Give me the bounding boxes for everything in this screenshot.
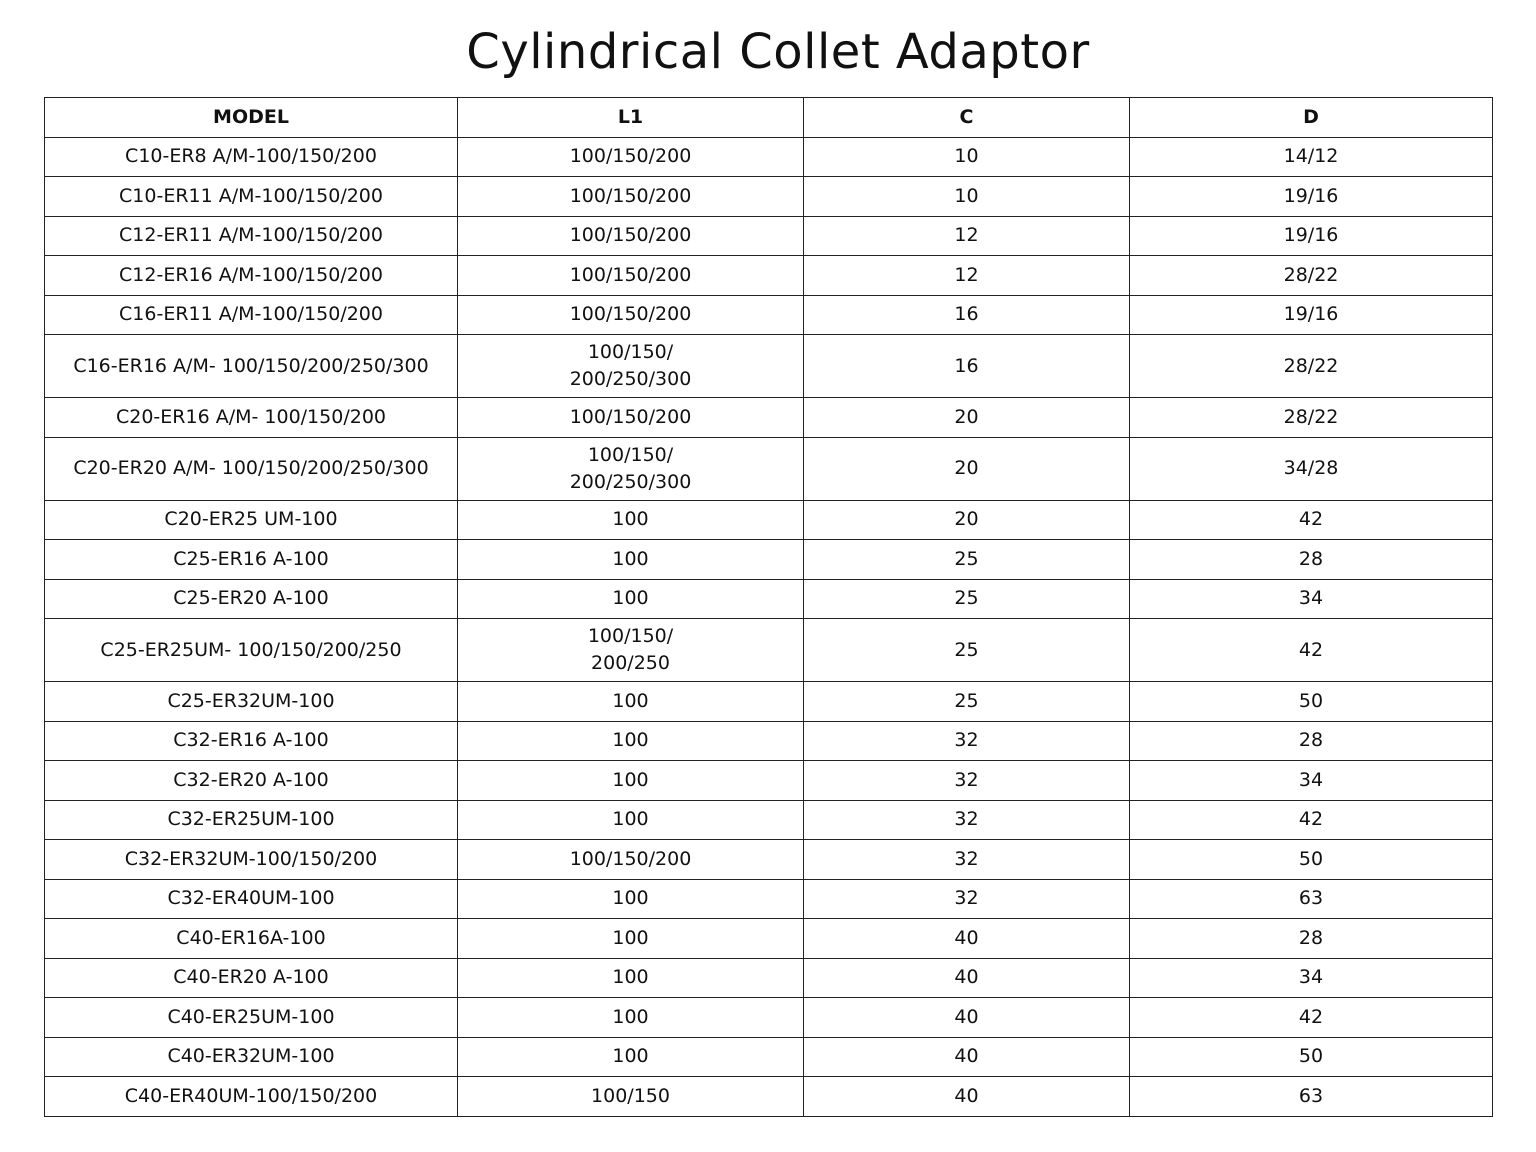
cell-d: 14/12	[1130, 137, 1493, 177]
column-header-c: C	[804, 98, 1130, 138]
cell-c: 20	[804, 500, 1130, 540]
table-body	[45, 137, 1493, 1116]
cell-model: C16-ER11 A/M-100/150/200	[45, 295, 458, 335]
table-row	[45, 682, 1493, 722]
cell-c: 32	[804, 800, 1130, 840]
cell-d: 28	[1130, 919, 1493, 959]
cell-l1: 100	[458, 761, 804, 801]
cell-l1: 100/150/200	[458, 398, 804, 438]
cell-c: 40	[804, 958, 1130, 998]
cell-c: 20	[804, 398, 1130, 438]
cell-l1: 100/150/200	[458, 177, 804, 217]
cell-c: 32	[804, 721, 1130, 761]
column-header-model: MODEL	[45, 98, 458, 138]
cell-l1: 100	[458, 682, 804, 722]
cell-c: 25	[804, 682, 1130, 722]
cell-c: 40	[804, 998, 1130, 1038]
table-row	[45, 919, 1493, 959]
table-row	[45, 216, 1493, 256]
cell-l1: 100/150/200	[458, 137, 804, 177]
cell-l1: 100	[458, 721, 804, 761]
table-header	[45, 98, 1493, 138]
table-row	[45, 295, 1493, 335]
table-row	[45, 761, 1493, 801]
column-header-d: D	[1130, 98, 1493, 138]
cell-d: 50	[1130, 682, 1493, 722]
cell-l1: 100	[458, 879, 804, 919]
table-row	[45, 335, 1493, 398]
cell-d: 28/22	[1130, 335, 1493, 398]
cell-l1: 100	[458, 1037, 804, 1077]
table-row	[45, 998, 1493, 1038]
table-row	[45, 879, 1493, 919]
table-row	[45, 398, 1493, 438]
cell-l1: 100	[458, 579, 804, 619]
cell-d: 42	[1130, 998, 1493, 1038]
cell-d: 50	[1130, 840, 1493, 880]
cell-c: 12	[804, 216, 1130, 256]
cell-l1: 100	[458, 540, 804, 580]
cell-model: C20-ER25 UM-100	[45, 500, 458, 540]
cell-l1: 100/150	[458, 1077, 804, 1117]
cell-l1: 100	[458, 800, 804, 840]
cell-d: 34/28	[1130, 437, 1493, 500]
table-row	[45, 137, 1493, 177]
cell-d: 50	[1130, 1037, 1493, 1077]
cell-d: 63	[1130, 1077, 1493, 1117]
cell-c: 40	[804, 919, 1130, 959]
cell-model: C25-ER25UM- 100/150/200/250	[45, 619, 458, 682]
cell-model: C32-ER40UM-100	[45, 879, 458, 919]
cell-c: 25	[804, 540, 1130, 580]
table-row	[45, 958, 1493, 998]
table-row	[45, 579, 1493, 619]
cell-d: 19/16	[1130, 295, 1493, 335]
cell-c: 32	[804, 879, 1130, 919]
table-row	[45, 540, 1493, 580]
table-row	[45, 437, 1493, 500]
cell-model: C10-ER8 A/M-100/150/200	[45, 137, 458, 177]
cell-model: C40-ER25UM-100	[45, 998, 458, 1038]
cell-model: C32-ER32UM-100/150/200	[45, 840, 458, 880]
cell-model: C12-ER11 A/M-100/150/200	[45, 216, 458, 256]
cell-l1: 100	[458, 500, 804, 540]
table-row	[45, 1077, 1493, 1117]
cell-l1: 100	[458, 919, 804, 959]
cell-c: 20	[804, 437, 1130, 500]
cell-model: C25-ER32UM-100	[45, 682, 458, 722]
cell-d: 63	[1130, 879, 1493, 919]
cell-c: 12	[804, 256, 1130, 296]
cell-model: C32-ER20 A-100	[45, 761, 458, 801]
cell-l1: 100/150/200	[458, 256, 804, 296]
cell-d: 42	[1130, 619, 1493, 682]
cell-d: 28/22	[1130, 398, 1493, 438]
table-row	[45, 256, 1493, 296]
cell-model: C25-ER16 A-100	[45, 540, 458, 580]
cell-d: 34	[1130, 579, 1493, 619]
cell-model: C10-ER11 A/M-100/150/200	[45, 177, 458, 217]
cell-l1: 100/150/200	[458, 840, 804, 880]
cell-model: C20-ER16 A/M- 100/150/200	[45, 398, 458, 438]
cell-c: 25	[804, 579, 1130, 619]
cell-l1: 100/150/200	[458, 216, 804, 256]
cell-l1: 100	[458, 958, 804, 998]
table-row	[45, 177, 1493, 217]
cell-d: 19/16	[1130, 177, 1493, 217]
cell-c: 10	[804, 137, 1130, 177]
cell-l1: 100/150/200	[458, 295, 804, 335]
cell-d: 34	[1130, 761, 1493, 801]
cell-c: 40	[804, 1037, 1130, 1077]
cell-model: C40-ER32UM-100	[45, 1037, 458, 1077]
cell-model: C40-ER40UM-100/150/200	[45, 1077, 458, 1117]
cell-d: 28	[1130, 721, 1493, 761]
cell-d: 42	[1130, 800, 1493, 840]
cell-model: C16-ER16 A/M- 100/150/200/250/300	[45, 335, 458, 398]
cell-c: 10	[804, 177, 1130, 217]
cell-c: 32	[804, 840, 1130, 880]
cell-model: C40-ER20 A-100	[45, 958, 458, 998]
cell-model: C40-ER16A-100	[45, 919, 458, 959]
cell-model: C32-ER25UM-100	[45, 800, 458, 840]
cell-d: 42	[1130, 500, 1493, 540]
cell-c: 32	[804, 761, 1130, 801]
cell-l1: 100	[458, 998, 804, 1038]
cell-c: 40	[804, 1077, 1130, 1117]
cell-d: 28	[1130, 540, 1493, 580]
cell-model: C20-ER20 A/M- 100/150/200/250/300	[45, 437, 458, 500]
table-row	[45, 500, 1493, 540]
cell-c: 16	[804, 295, 1130, 335]
cell-model: C32-ER16 A-100	[45, 721, 458, 761]
page-title: Cylindrical Collet Adaptor	[466, 24, 1090, 80]
table-row	[45, 840, 1493, 880]
cell-model: C25-ER20 A-100	[45, 579, 458, 619]
cell-c: 16	[804, 335, 1130, 398]
table-row	[45, 619, 1493, 682]
column-header-l1: L1	[458, 98, 804, 138]
table-row	[45, 800, 1493, 840]
cell-l1: 100/150/ 200/250/300	[458, 335, 804, 398]
header-row	[45, 98, 1493, 138]
cell-l1: 100/150/ 200/250	[458, 619, 804, 682]
cell-d: 34	[1130, 958, 1493, 998]
table-row	[45, 1037, 1493, 1077]
cell-d: 28/22	[1130, 256, 1493, 296]
cell-d: 19/16	[1130, 216, 1493, 256]
spec-table	[44, 97, 1493, 1117]
table-row	[45, 721, 1493, 761]
cell-c: 25	[804, 619, 1130, 682]
cell-model: C12-ER16 A/M-100/150/200	[45, 256, 458, 296]
cell-l1: 100/150/ 200/250/300	[458, 437, 804, 500]
